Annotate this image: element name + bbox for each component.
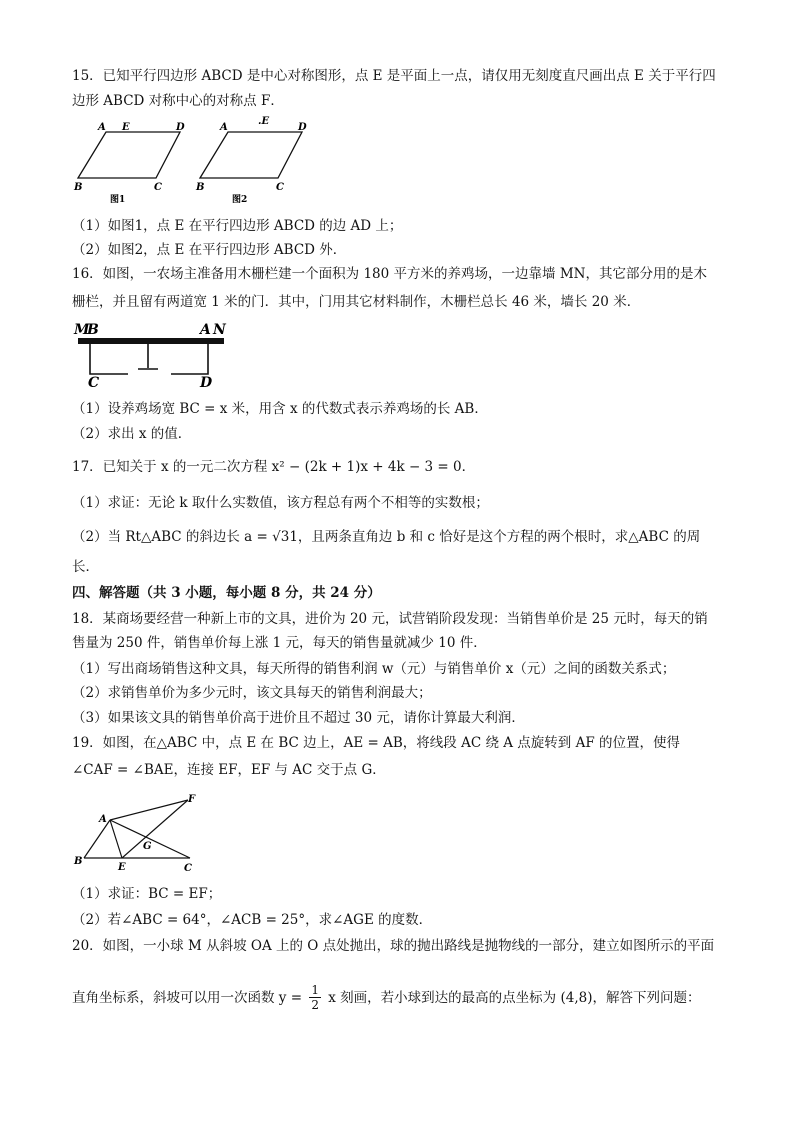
q15-line2: 边形 ABCD 对称中心的对称点 F． xyxy=(72,93,284,109)
fig1-label-E: E xyxy=(122,122,130,133)
fig2-label-B: B xyxy=(196,182,205,193)
q15-figure-2 xyxy=(195,116,307,205)
q15-figure-1 xyxy=(73,122,185,205)
q20-line1: 20．如图，一小球 M 从斜坡 OA 上的 O 点处抛出，球的抛出路线是抛物线的一部分，建立如图所示的平面 xyxy=(72,938,715,954)
fig2-label-E: .E xyxy=(258,116,270,127)
q18-line1: 18．某商场要经营一种新上市的文具，进价为 20 元，试营销阶段发现：当销售单价是 25 元时，每天的销 xyxy=(72,611,708,627)
fig1-label-A: A xyxy=(98,122,106,133)
q19-label-F: F xyxy=(188,794,196,805)
fraction-denominator: 2 xyxy=(311,998,319,1012)
fig1-caption: 图1 xyxy=(110,195,126,205)
fig2-label-D: D xyxy=(298,122,307,133)
q20-line2 xyxy=(72,984,732,1013)
q18-line2: 售量为 250 件，销售单价每上涨 1 元，每天的销售量就减少 10 件． xyxy=(72,635,487,651)
q16-label-N: N xyxy=(213,322,226,338)
section-heading: 四、解答题（共 3 小题，每小题 8 分，共 24 分） xyxy=(72,585,381,601)
q15-figures xyxy=(70,116,330,206)
q16-label-C: C xyxy=(88,375,100,390)
q19-label-E: E xyxy=(118,862,126,873)
q20-line2-start: 直角坐标系，斜坡可以用一次函数 y = xyxy=(72,990,303,1006)
q16-sub2: （2）求出 x 的值． xyxy=(72,426,192,442)
q16-label-A: A xyxy=(200,322,211,338)
q16-label-B: B xyxy=(87,322,99,338)
q18-sub1: （1）写出商场销售这种文具，每天所得的销售利润 w（元）与销售单价 x（元）之间的函数关系式； xyxy=(72,661,676,677)
q15-sub1: （1）如图1，点 E 在平行四边形 ABCD 的边 AD 上； xyxy=(72,218,403,234)
fig1-label-B: B xyxy=(74,182,83,193)
q19-line2: ∠CAF = ∠BAE，连接 EF，EF 与 AC 交于点 G． xyxy=(72,762,386,778)
q15-line1: 15．已知平行四边形 ABCD 是中心对称图形，点 E 是平面上一点，请仅用无刻度直尺画出点 E 关于平行四 xyxy=(72,68,716,84)
q17-sub2a: （2）当 Rt△ABC 的斜边长 a = √31，且两条直角边 b 和 c 恰好是这个方程的两个根时，求△ABC 的周 xyxy=(72,529,701,545)
q19-sub2: （2）若∠ABC = 64°，∠ACB = 25°，求∠AGE 的度数． xyxy=(72,912,433,928)
q16-label-D: D xyxy=(200,375,213,390)
q17-sub2b: 长． xyxy=(72,559,99,575)
q18-sub3: （3）如果该文具的销售单价高于进价且不超过 30 元，请你计算最大利润． xyxy=(72,710,525,726)
q16-figure xyxy=(70,318,230,390)
q19-label-B: B xyxy=(74,856,83,867)
q17-line1: 17．已知关于 x 的一元二次方程 x² − (2k + 1)x + 4k − 3 = 0． xyxy=(72,459,476,475)
fig2-label-C: C xyxy=(276,182,284,193)
q18-sub2: （2）求销售单价为多少元时，该文具每天的销售利润最大； xyxy=(72,685,432,701)
q19-sub1: （1）求证：BC = EF； xyxy=(72,886,222,902)
q16-line2: 栅栏，并且留有两道宽 1 米的门．其中，门用其它材料制作，木栅栏总长 46 米，墙长 20 米． xyxy=(72,294,641,310)
fraction-numerator: 1 xyxy=(311,983,319,997)
q19-line1: 19．如图，在△ABC 中，点 E 在 BC 边上，AE = AB，将线段 AC 绕 A 点旋转到 AF 的位置，使得 xyxy=(72,735,680,751)
q19-label-A: A xyxy=(99,814,107,825)
q19-figure xyxy=(72,792,202,874)
fig2-label-A: A xyxy=(220,122,228,133)
q16-label-M: M xyxy=(74,322,90,338)
q16-wall xyxy=(78,338,224,344)
q19-label-G: G xyxy=(143,841,152,852)
q15-sub2: （2）如图2，点 E 在平行四边形 ABCD 外． xyxy=(72,242,347,258)
q16-sub1: （1）设养鸡场宽 BC = x 米，用含 x 的代数式表示养鸡场的长 AB． xyxy=(72,401,488,417)
q17-sub1: （1）求证：无论 k 取什么实数值，该方程总有两个不相等的实数根； xyxy=(72,495,489,511)
q16-line1: 16．如图，一农场主准备用木栅栏建一个面积为 180 平方米的养鸡场，一边靠墙 MN，其它部分用的是木 xyxy=(72,266,707,282)
q19-label-C: C xyxy=(184,863,192,874)
fig1-label-D: D xyxy=(176,122,185,133)
fraction xyxy=(309,983,321,1012)
fig1-label-C: C xyxy=(154,182,162,193)
q20-line2-end: x 刻画，若小球到达的最高的点坐标为 (4,8)，解答下列问题： xyxy=(328,990,701,1006)
fig2-caption: 图2 xyxy=(232,195,248,205)
